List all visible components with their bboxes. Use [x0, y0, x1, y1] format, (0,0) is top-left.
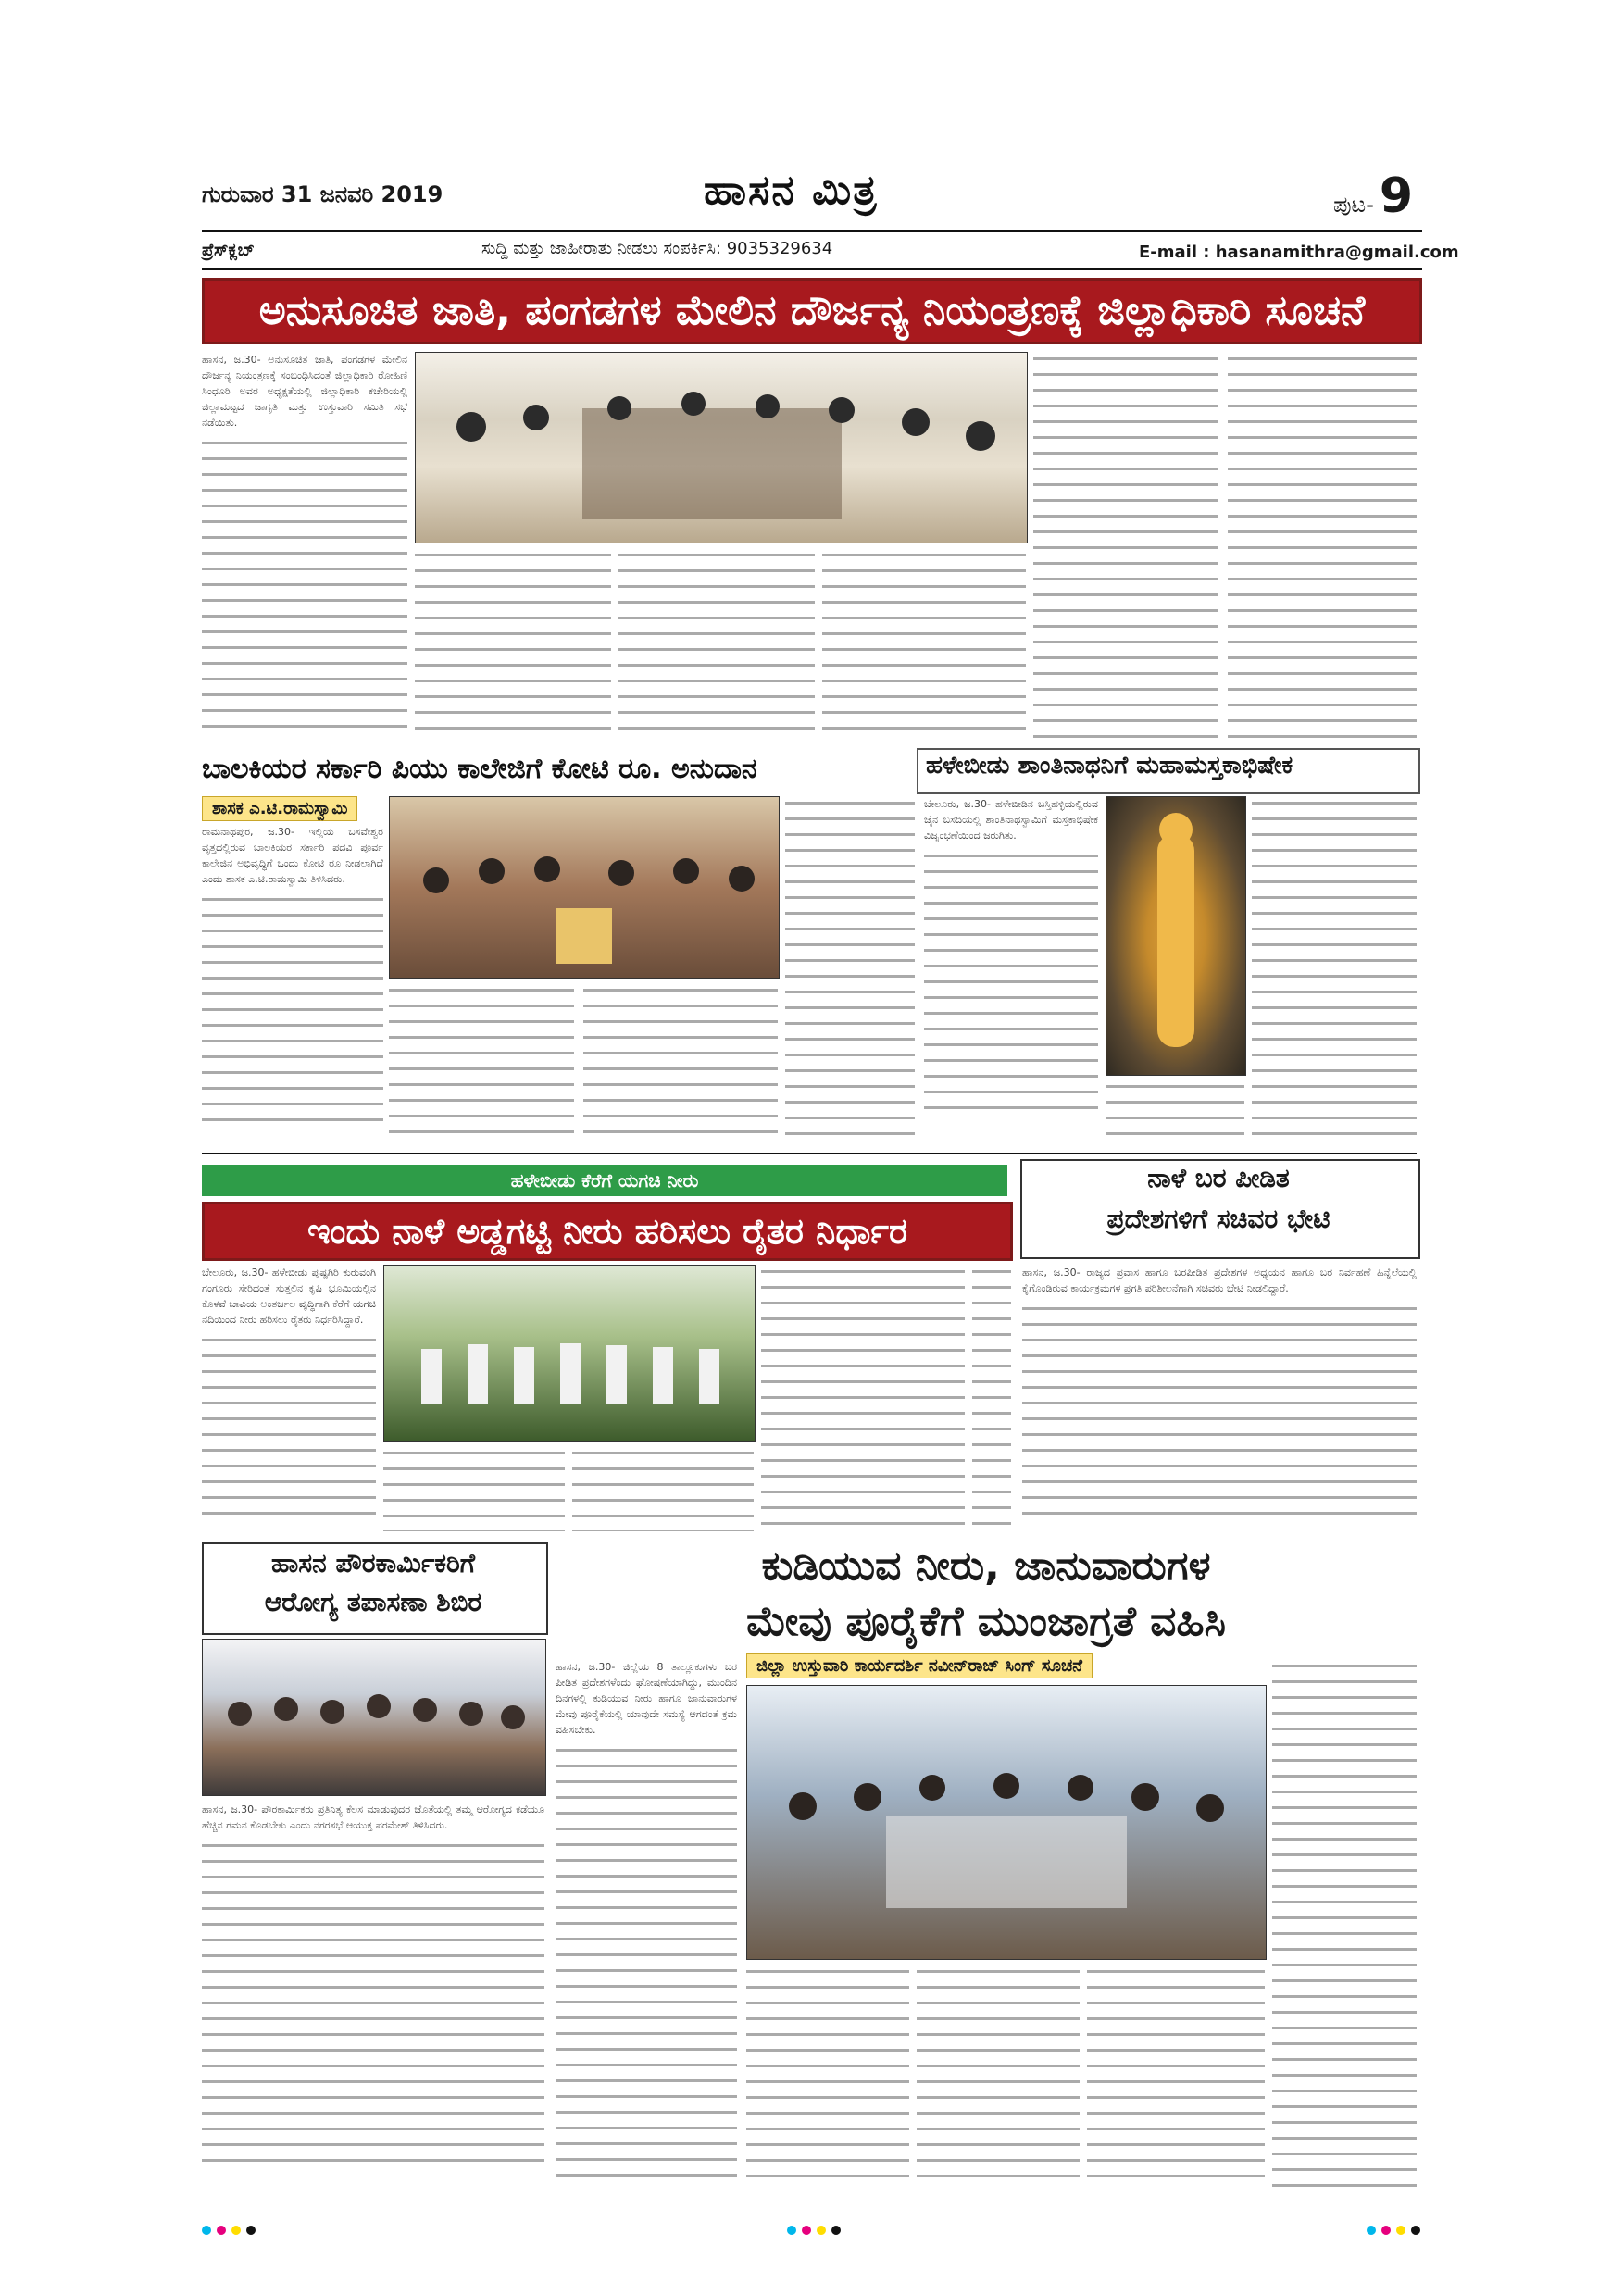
- water-kicker: ಹಳೇಬೀಡು ಕೆರೆಗೆ ಯಗಚಿ ನೀರು: [202, 1165, 1007, 1196]
- water-photo: [383, 1265, 756, 1442]
- lead-column-3: [618, 548, 815, 741]
- health-headline-line1: ಹಾಸನ ಪೌರಕಾರ್ಮಿಕರಿಗೆ: [270, 1548, 476, 1578]
- lead-column-5: [1033, 352, 1218, 741]
- magenta-dot: [1381, 2226, 1391, 2235]
- halebeedu-headline: ಹಳೇಬೀಡು ಶಾಂತಿನಾಥನಿಗೆ ಮಹಾಮಸ್ತಕಾಭಿಷೇಕ: [926, 752, 1293, 780]
- yellow-dot: [817, 2226, 826, 2235]
- health-headline-line2: ಆರೋಗ್ಯ ತಪಾಸಣಾ ಶಿಬಿರ: [264, 1587, 482, 1617]
- meeting-illustration: [416, 353, 1027, 543]
- health-photo: [202, 1639, 546, 1796]
- cyan-dot: [202, 2226, 211, 2235]
- page-number: [1333, 168, 1414, 224]
- black-dot: [1411, 2226, 1420, 2235]
- drinking-column-1: [556, 1659, 737, 2190]
- water-column-1: [202, 1265, 376, 1531]
- drinking-column-4: [1087, 1965, 1265, 2190]
- yellow-dot: [231, 2226, 241, 2235]
- text-filler: [202, 436, 407, 732]
- registration-dots-center: [787, 2226, 841, 2235]
- black-dot: [831, 2226, 841, 2235]
- health-dateline: ಹಾಸನ, ಜ.30- ಪೌರಕಾರ್ಮಿಕರು ಪ್ರತಿನಿತ್ಯ ಕೆಲಸ ಮಾಡುವುದರ ಜೊತೆಯಲ್ಲಿ ತಮ್ಮ ಆರೋಗ್ಯದ ಕಡೆಯೂ ಹೆಚ್ಚಿನ ಗಮನ ಕೊಡಬೇಕು ಎಂದು ನಗರಸಭೆ ಆಯುಕ್ತ ಪರಮೇಶ್ ತಿಳಿಸಿದರು.: [202, 1803, 544, 1831]
- newspaper-title: ಹಾಸನ ಮಿತ್ರ: [704, 167, 879, 214]
- black-dot: [246, 2226, 256, 2235]
- cyan-dot: [1367, 2226, 1376, 2235]
- college-photo: [389, 796, 780, 979]
- health-camp-illustration: [203, 1640, 545, 1795]
- drinking-headline-line1: ಕುಡಿಯುವ ನೀರು, ಜಾನುವಾರುಗಳ: [761, 1542, 1211, 1590]
- drinking-column-5: [1272, 1659, 1417, 2190]
- college-column-4: [785, 796, 915, 1143]
- lead-dateline: ಹಾಸನ, ಜ.30- ಅನುಸೂಚಿತ ಜಾತಿ, ಪಂಗಡಗಳ ಮೇಲಿನ ದೌರ್ಜನ್ಯ ನಿಯಂತ್ರಣಕ್ಕೆ ಸಂಬಂಧಿಸಿದಂತೆ ಜಿಲ್ಲಾಧಿಕಾರಿ ರೋಹಿಣಿ ಸಿಂಧೂರಿ ಅವರ ಅಧ್ಯಕ್ಷತೆಯಲ್ಲಿ ಜಿಲ್ಲಾಧಿಕಾರಿ ಕಚೇರಿಯಲ್ಲಿ ಜಿಲ್ಲಾಮಟ್ಟದ ಜಾಗೃತಿ ಮತ್ತು ಉಸ್ತುವಾರಿ ಸಮಿತಿ ಸಭೆ ನಡೆಯಿತು.: [202, 354, 407, 429]
- college-tag: ಶಾಸಕ ಎ.ಟಿ.ರಾಮಸ್ವಾಮಿ: [202, 796, 357, 821]
- water-column-4: [761, 1265, 965, 1531]
- contact-line: ಸುದ್ದಿ ಮತ್ತು ಜಾಹೀರಾತು ನೀಡಲು ಸಂಪರ್ಕಿಸಿ: 9035329634: [481, 239, 833, 258]
- minister-headline-line2: ಪ್ರದೇಶಗಳಿಗೆ ಸಚಿವರ ಭೇಟಿ: [1106, 1204, 1330, 1234]
- farmers-illustration: [384, 1266, 755, 1441]
- water-column-5: [972, 1265, 1011, 1531]
- text-filler: [202, 1839, 544, 2163]
- college-column-2: [389, 983, 574, 1143]
- text-filler: [556, 1743, 737, 2178]
- halebeedu-column-1: [924, 796, 1098, 1143]
- lead-column-4: [822, 548, 1026, 741]
- drinking-dateline: ಹಾಸನ, ಜ.30- ಜಿಲ್ಲೆಯ 8 ತಾಲ್ಲೂಕುಗಳು ಬರ ಪೀಡಿತ ಪ್ರದೇಶಗಳೆಂದು ಘೋಷಣೆಯಾಗಿದ್ದು, ಮುಂದಿನ ದಿನಗಳಲ್ಲಿ ಕುಡಿಯುವ ನೀರು ಹಾಗೂ ಜಾನುವಾರುಗಳ ಮೇವು ಪೂರೈಕೆಯಲ್ಲಿ ಯಾವುದೇ ಸಮಸ್ಯೆ ಆಗದಂತೆ ಕ್ರಮ ವಹಿಸಬೇಕು.: [556, 1661, 737, 1736]
- yellow-dot: [1396, 2226, 1405, 2235]
- drinking-tag: ಜಿಲ್ಲಾ ಉಸ್ತುವಾರಿ ಕಾರ್ಯದರ್ಶಿ ನವೀನ್‌ರಾಜ್ ಸಿಂಗ್ ಸೂಚನೆ: [746, 1653, 1093, 1678]
- registration-dots-left: [202, 2226, 256, 2235]
- section-rule: [202, 1153, 1417, 1154]
- registration-dots-right: [1367, 2226, 1420, 2235]
- page-label: ಪುಟ-: [1333, 192, 1374, 218]
- text-filler: [1022, 1302, 1417, 1524]
- ceremony-illustration: [390, 797, 779, 978]
- halebeedu-column-2: [1106, 1079, 1244, 1143]
- masthead-rule: [202, 230, 1422, 232]
- water-column-3: [572, 1446, 754, 1531]
- lead-column-6: [1228, 352, 1417, 741]
- lead-column-1: [202, 352, 407, 741]
- lead-headline: ಅನುಸೂಚಿತ ಜಾತಿ, ಪಂಗಡಗಳ ಮೇಲಿನ ದೌರ್ಜನ್ಯ ನಿಯಂತ್ರಣಕ್ಕೆ ಜಿಲ್ಲಾಧಿಕಾರಿ ಸೂಚನೆ: [202, 278, 1422, 344]
- college-column-1: [202, 824, 383, 1143]
- college-headline: ಬಾಲಕಿಯರ ಸರ್ಕಾರಿ ಪಿಯು ಕಾಲೇಜಿಗೆ ಕೋಟಿ ರೂ. ಅನುದಾನ: [202, 753, 757, 785]
- halebeedu-column-3: [1252, 796, 1417, 1143]
- issue-date: ಗುರುವಾರ 31 ಜನವರಿ 2019: [202, 181, 443, 207]
- lead-column-2: [415, 548, 611, 741]
- college-column-3: [583, 983, 778, 1143]
- minister-headline-line1: ನಾಳೆ ಬರ ಪೀಡಿತ: [1147, 1163, 1290, 1193]
- text-filler: [924, 849, 1098, 1117]
- water-headline: ಇಂದು ನಾಳೆ ಅಡ್ಡಗಟ್ಟಿ ನೀರು ಹರಿಸಲು ರೈತರ ನಿರ್ಧಾರ: [202, 1202, 1013, 1261]
- magenta-dot: [802, 2226, 811, 2235]
- minister-column: [1022, 1265, 1417, 1531]
- water-dateline: ಬೇಲೂರು, ಜ.30- ಹಳೇಬೀಡು ಪುಷ್ಪಗಿರಿ ಕುರುವಂಗಿ ಗಂಗೂರು ಸೇರಿದಂತೆ ಸುತ್ತಲಿನ ಕೃಷಿ ಭೂಮಿಯಲ್ಲಿನ ಕೊಳವೆ ಬಾವಿಯ ಅಂತರ್ಜಲ ವೃದ್ಧಿಗಾಗಿ ಕೆರೆಗೆ ಯಗಚಿ ನದಿಯಿಂದ ನೀರು ಹರಿಸಲು ರೈತರು ನಿರ್ಧರಿಸಿದ್ದಾರೆ.: [202, 1267, 376, 1326]
- text-filler: [202, 1333, 376, 1518]
- minister-dateline: ಹಾಸನ, ಜ.30- ರಾಜ್ಯದ ಪ್ರವಾಸ ಹಾಗೂ ಬರಪೀಡಿತ ಪ್ರದೇಶಗಳ ಅಧ್ಯಯನ ಹಾಗೂ ಬರ ನಿರ್ವಹಣೆ ಹಿನ್ನೆಲೆಯಲ್ಲಿ ಕೈಗೊಂಡಿರುವ ಕಾರ್ಯಕ್ರಮಗಳ ಪ್ರಗತಿ ಪರಿಶೀಲನೆಗಾಗಿ ಸಚಿವರು ಭೇಟಿ ನೀಡಲಿದ್ದಾರೆ.: [1022, 1267, 1417, 1294]
- official-meeting-illustration: [747, 1686, 1266, 1959]
- drinking-column-3: [917, 1965, 1080, 2190]
- college-dateline: ರಾಮನಾಥಪುರ, ಜ.30- ಇಲ್ಲಿಯ ಬಸವೇಶ್ವರ ವೃತ್ತದಲ್ಲಿರುವ ಬಾಲಕಿಯರ ಸರ್ಕಾರಿ ಪದವಿ ಪೂರ್ವ ಕಾಲೇಜಿನ ಅಭಿವೃದ್ಧಿಗೆ ಒಂದು ಕೋಟಿ ರೂ ನೀಡಲಾಗಿದೆ ಎಂದು ಶಾಸಕ ಎ.ಟಿ.ರಾಮಸ್ವಾಮಿ ತಿಳಿಸಿದರು.: [202, 826, 383, 885]
- drinking-headline-line2: ಮೇವು ಪೂರೈಕೆಗೆ ಮುಂಜಾಗ್ರತೆ ವಹಿಸಿ: [745, 1598, 1227, 1645]
- lead-photo: [415, 352, 1028, 543]
- page-number-value: 9: [1379, 168, 1414, 224]
- water-column-2: [383, 1446, 565, 1531]
- halebeedu-dateline: ಬೇಲೂರು, ಜ.30- ಹಳೇಬೀಡಿನ ಬಸ್ತಿಹಳ್ಳಿಯಲ್ಲಿರುವ ಜೈನ ಬಸದಿಯಲ್ಲಿ ಶಾಂತಿನಾಥಸ್ವಾಮಿಗೆ ಮಸ್ತಕಾಭಿಷೇಕ ವಿಜೃಂಭಣೆಯಿಂದ ಜರುಗಿತು.: [924, 798, 1098, 842]
- health-column: [202, 1802, 544, 2190]
- statue-illustration: [1106, 797, 1245, 1075]
- masthead-rule-2: [202, 268, 1422, 270]
- drinking-column-2: [746, 1965, 909, 2190]
- cyan-dot: [787, 2226, 796, 2235]
- text-filler: [202, 892, 383, 1133]
- edition-label: ಪ್ರೆಸ್‌ಕ್ಲಬ್: [202, 241, 255, 260]
- magenta-dot: [217, 2226, 226, 2235]
- drinking-photo: [746, 1685, 1267, 1960]
- email-line: E-mail : hasanamithra@gmail.com: [1139, 243, 1459, 262]
- halebeedu-statue-photo: [1106, 796, 1246, 1076]
